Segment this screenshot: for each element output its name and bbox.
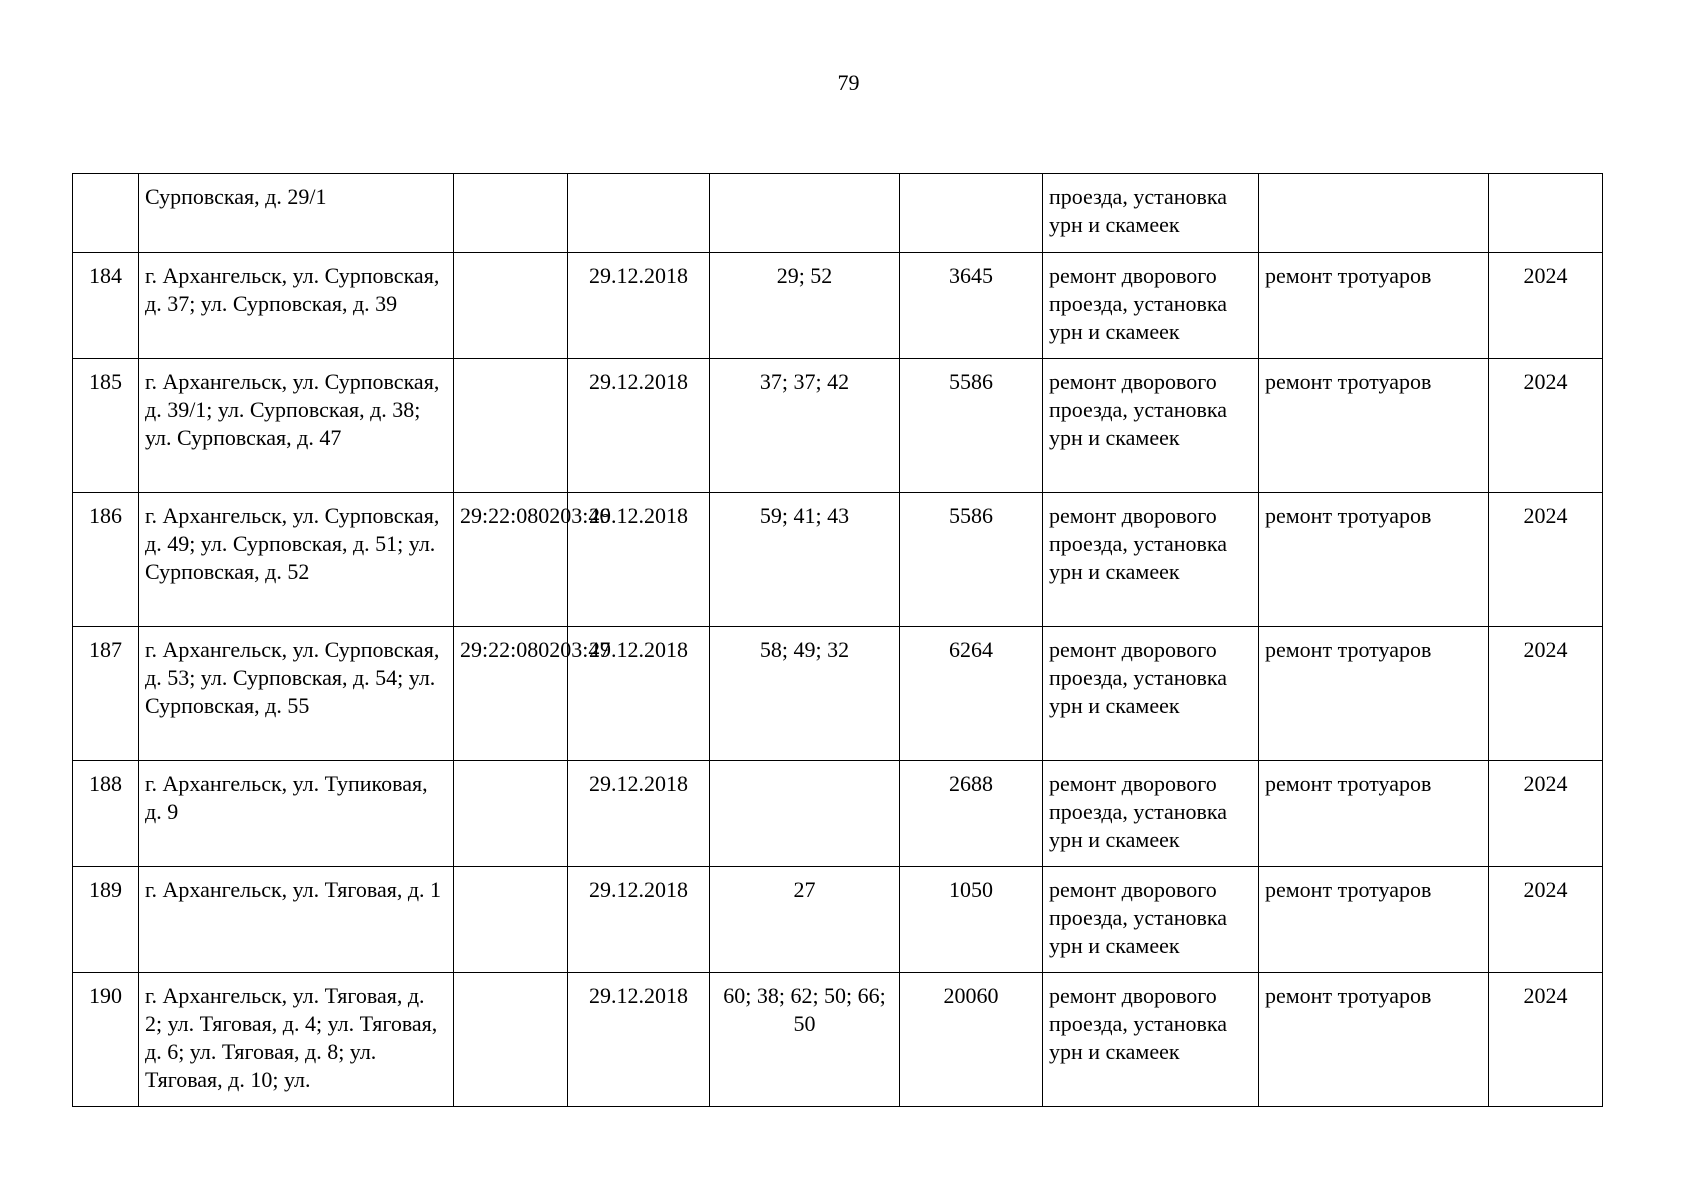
shares-cell: 27 <box>710 867 900 973</box>
table-row <box>73 973 1603 1107</box>
year-cell: 2024 <box>1489 493 1603 627</box>
area-cell: 5586 <box>900 493 1043 627</box>
primary-works-cell: ремонт дворового проезда, установка урн и скамеек <box>1043 867 1259 973</box>
address-cell: г. Архангельск, ул. Сурповская, д. 49; ул. Сурповская, д. 51; ул. Сурповская, д. 52 <box>139 493 454 627</box>
page-number: 79 <box>837 70 860 95</box>
year-cell: 2024 <box>1489 359 1603 493</box>
address-cell: г. Архангельск, ул. Сурповская, д. 37; ул. Сурповская, д. 39 <box>139 253 454 359</box>
table-row <box>73 359 1603 493</box>
area-cell: 2688 <box>900 761 1043 867</box>
additional-works-cell <box>1259 174 1489 253</box>
year-cell <box>1489 174 1603 253</box>
shares-cell: 58; 49; 32 <box>710 627 900 761</box>
address-cell: г. Архангельск, ул. Тяговая, д. 2; ул. Тяговая, д. 4; ул. Тяговая, д. 6; ул. Тяговая, д. 8; ул. Тяговая, д. 10; ул. <box>139 973 454 1107</box>
shares-cell: 59; 41; 43 <box>710 493 900 627</box>
date-cell: 29.12.2018 <box>568 359 710 493</box>
additional-works-cell: ремонт тротуаров <box>1259 867 1489 973</box>
year-cell: 2024 <box>1489 973 1603 1107</box>
shares-cell: 60; 38; 62; 50; 66; 50 <box>710 973 900 1107</box>
address-cell: г. Архангельск, ул. Тупиковая, д. 9 <box>139 761 454 867</box>
area-cell: 20060 <box>900 973 1043 1107</box>
primary-works-cell: ремонт дворового проезда, установка урн и скамеек <box>1043 253 1259 359</box>
shares-cell <box>710 174 900 253</box>
row-number: 186 <box>73 493 139 627</box>
row-number: 188 <box>73 761 139 867</box>
primary-works-cell: ремонт дворового проезда, установка урн и скамеек <box>1043 761 1259 867</box>
additional-works-cell: ремонт тротуаров <box>1259 359 1489 493</box>
year-cell: 2024 <box>1489 867 1603 973</box>
date-cell: 29.12.2018 <box>568 973 710 1107</box>
table-row <box>73 253 1603 359</box>
cadastral-number-cell: 29:22:080203:46 <box>454 493 568 627</box>
cadastral-number-cell <box>454 174 568 253</box>
date-cell: 29.12.2018 <box>568 493 710 627</box>
additional-works-cell: ремонт тротуаров <box>1259 253 1489 359</box>
address-cell: г. Архангельск, ул. Тяговая, д. 1 <box>139 867 454 973</box>
cadastral-number-cell <box>454 973 568 1107</box>
address-cell: г. Архангельск, ул. Сурповская, д. 53; ул. Сурповская, д. 54; ул. Сурповская, д. 55 <box>139 627 454 761</box>
year-cell: 2024 <box>1489 761 1603 867</box>
address-cell: Сурповская, д. 29/1 <box>139 174 454 253</box>
row-number: 184 <box>73 253 139 359</box>
cadastral-number-cell <box>454 253 568 359</box>
row-number: 190 <box>73 973 139 1107</box>
row-number: 189 <box>73 867 139 973</box>
address-cell: г. Архангельск, ул. Сурповская, д. 39/1; ул. Сурповская, д. 38; ул. Сурповская, д. 47 <box>139 359 454 493</box>
date-cell <box>568 174 710 253</box>
additional-works-cell: ремонт тротуаров <box>1259 761 1489 867</box>
row-number: 185 <box>73 359 139 493</box>
primary-works-cell: ремонт дворового проезда, установка урн и скамеек <box>1043 627 1259 761</box>
row-number: 187 <box>73 627 139 761</box>
date-cell: 29.12.2018 <box>568 253 710 359</box>
area-cell <box>900 174 1043 253</box>
additional-works-cell: ремонт тротуаров <box>1259 493 1489 627</box>
additional-works-cell: ремонт тротуаров <box>1259 627 1489 761</box>
table-row <box>73 174 1603 253</box>
row-number <box>73 174 139 253</box>
cadastral-number-cell <box>454 761 568 867</box>
date-cell: 29.12.2018 <box>568 867 710 973</box>
year-cell: 2024 <box>1489 253 1603 359</box>
table-row <box>73 867 1603 973</box>
area-cell: 6264 <box>900 627 1043 761</box>
year-cell: 2024 <box>1489 627 1603 761</box>
additional-works-cell: ремонт тротуаров <box>1259 973 1489 1107</box>
cadastral-number-cell <box>454 359 568 493</box>
primary-works-cell: проезда, установка урн и скамеек <box>1043 174 1259 253</box>
area-cell: 3645 <box>900 253 1043 359</box>
shares-cell <box>710 761 900 867</box>
table-row <box>73 761 1603 867</box>
cadastral-number-cell: 29:22:080203:47 <box>454 627 568 761</box>
table-row <box>73 493 1603 627</box>
area-cell: 5586 <box>900 359 1043 493</box>
primary-works-cell: ремонт дворового проезда, установка урн и скамеек <box>1043 359 1259 493</box>
table-row <box>73 627 1603 761</box>
date-cell: 29.12.2018 <box>568 627 710 761</box>
shares-cell: 37; 37; 42 <box>710 359 900 493</box>
primary-works-cell: ремонт дворового проезда, установка урн и скамеек <box>1043 493 1259 627</box>
primary-works-cell: ремонт дворового проезда, установка урн и скамеек <box>1043 973 1259 1107</box>
shares-cell: 29; 52 <box>710 253 900 359</box>
cadastral-number-cell <box>454 867 568 973</box>
improvement-objects-table <box>72 173 1603 1107</box>
date-cell: 29.12.2018 <box>568 761 710 867</box>
area-cell: 1050 <box>900 867 1043 973</box>
